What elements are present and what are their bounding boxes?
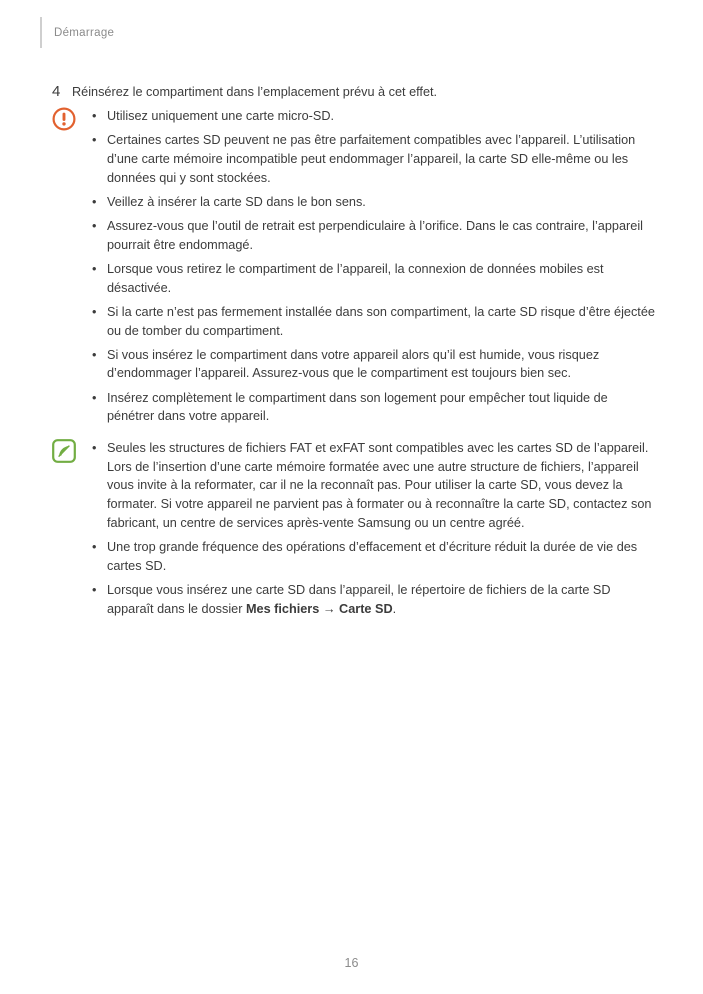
bullet-icon: • xyxy=(92,261,97,276)
bullet-icon: • xyxy=(92,219,97,234)
bullet-icon: • xyxy=(92,109,97,123)
bullet-icon: • xyxy=(92,390,97,405)
bullet-icon: • xyxy=(92,133,97,148)
step-item xyxy=(52,83,655,101)
list-item-text: Veillez à insérer la carte SD dans le bon sens. xyxy=(107,194,366,209)
list-item xyxy=(92,346,655,383)
list-item xyxy=(92,538,655,575)
list-item xyxy=(92,193,655,212)
bullet-icon: • xyxy=(92,540,97,555)
list-item-text: Lorsque vous retirez le compartiment de l’appareil, la connexion de données mobiles est désactivée. xyxy=(107,261,604,295)
list-item-text: Insérez complètement le compartiment dans son logement pour empêcher tout liquide de pénétrer dans votre appareil. xyxy=(107,390,608,424)
bullet-icon: • xyxy=(92,582,97,597)
list-item xyxy=(92,260,655,297)
list-item-text: Certaines cartes SD peuvent ne pas être parfaitement compatibles avec l’appareil. L’utilisation d’une carte mémoire incompatible peut endommager l’appareil, la carte SD elle-même ou les données qui y sont stockées. xyxy=(107,133,636,185)
page-number: 16 xyxy=(344,956,359,970)
list-item-text: Lorsque vous insérez une carte SD dans l’appareil, le répertoire de fichiers de la carte SD apparaît dans le dossier Mes fichiers → Carte SD. xyxy=(107,582,611,616)
warning-exclamation-icon xyxy=(52,107,76,131)
list-item xyxy=(92,217,655,254)
bullet-icon: • xyxy=(92,304,97,319)
header-divider-line xyxy=(40,17,42,48)
list-item-text: Une trop grande fréquence des opérations d’effacement et d’écriture réduit la durée de vie des cartes SD. xyxy=(107,540,638,573)
note-block xyxy=(52,439,655,618)
bullet-icon: • xyxy=(92,347,97,362)
list-item-text: Si la carte n’est pas fermement installée dans son compartiment, la carte SD risque d’être éjectée ou de tomber du compartiment. xyxy=(107,304,655,338)
step-number: 4 xyxy=(52,83,61,100)
list-item xyxy=(92,107,655,126)
note-pencil-icon xyxy=(52,439,76,463)
list-item xyxy=(92,131,655,187)
list-item xyxy=(92,439,655,533)
warning-block xyxy=(52,107,655,426)
list-item xyxy=(92,303,655,340)
step-text: Réinsérez le compartiment dans l’emplacement prévu à cet effet. xyxy=(72,85,438,99)
note-list xyxy=(92,439,655,618)
bullet-icon: • xyxy=(92,194,97,209)
list-item xyxy=(92,581,655,618)
list-item-text: Seules les structures de fichiers FAT et exFAT sont compatibles avec les cartes SD de l’appareil. Lors de l’insertion d’une carte mémoire formatée avec une autre structure de fichiers, l’appareil vous invite à la reformater, car il ne la reconnaît pas. Pour utiliser la carte SD, vous devez la formater. Si votre appareil ne parvient pas à formater ou à reconnaître la carte SD, contactez son fabricant, un centre de services après-vente Samsung ou un centre agréé. xyxy=(107,441,652,530)
bullet-icon: • xyxy=(92,441,97,456)
list-item-text: Utilisez uniquement une carte micro-SD. xyxy=(107,109,335,123)
warning-list xyxy=(92,107,655,426)
list-item xyxy=(92,389,655,426)
list-item-text: Si vous insérez le compartiment dans votre appareil alors qu’il est humide, vous risquez d’endommager l’appareil. Assurez-vous que le compartiment est toujours bien sec. xyxy=(107,347,600,381)
chapter-title: Démarrage xyxy=(54,26,115,39)
page-header xyxy=(40,17,114,48)
list-item-text: Assurez-vous que l’outil de retrait est perpendiculaire à l’orifice. Dans le cas contraire, l’appareil pourrait être endommagé. xyxy=(107,219,643,252)
page-content xyxy=(0,83,703,618)
